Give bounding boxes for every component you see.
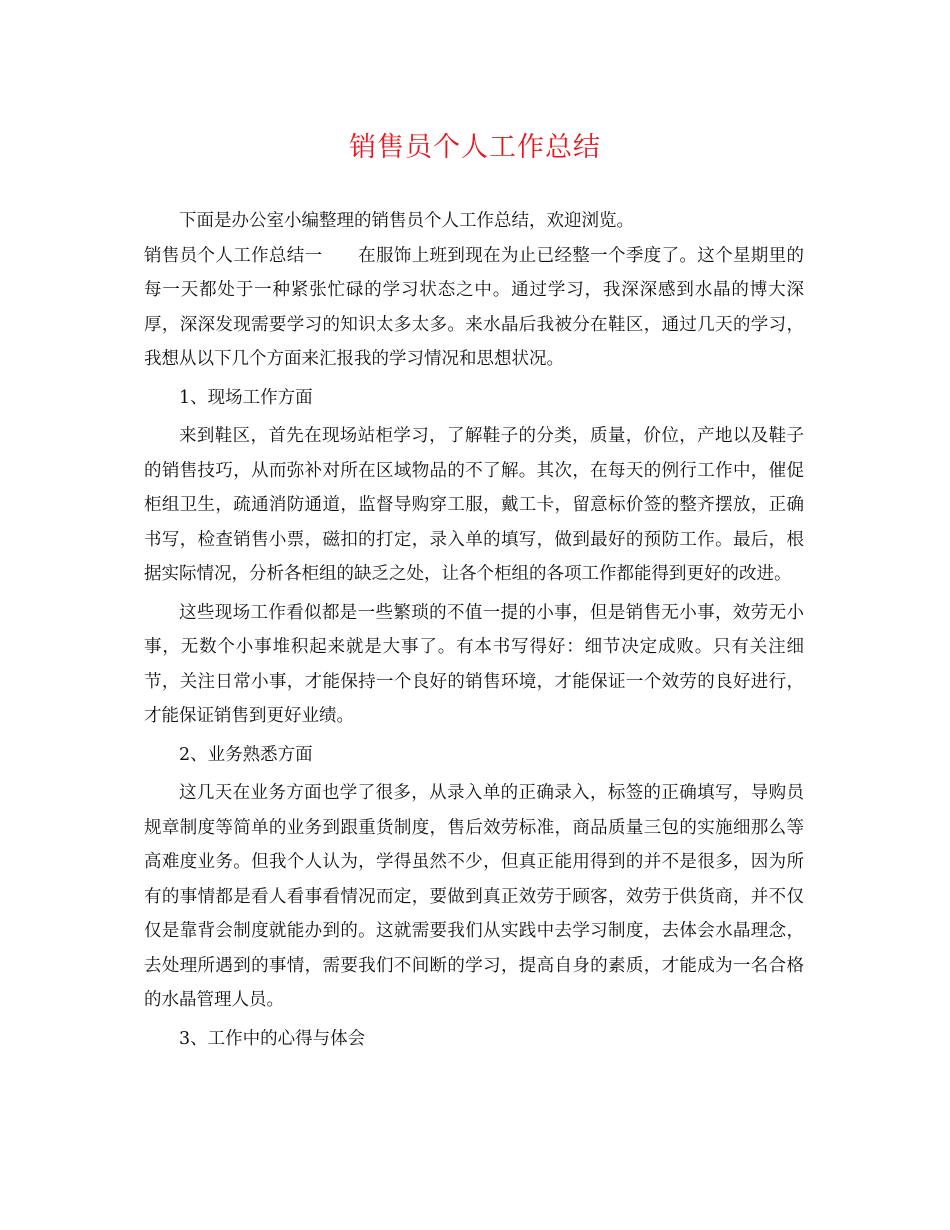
- summary-one-paragraph: 销售员个人工作总结一 在服饰上班到现在为止已经整一个季度了。这个星期里的每一天都处于一种紧张忙碌的学习状态之中。通过学习，我深深感到水晶的博大深厚，深深发现需要学习的知识太多太多。来水晶后我被分在鞋区，通过几天的学习，我想从以下几个方面来汇报我的学习情况和思想状况。: [144, 245, 804, 369]
- intro-paragraph: 下面是办公室小编整理的销售员个人工作总结，欢迎浏览。: [179, 211, 634, 231]
- document-body: [144, 204, 804, 1056]
- onsite-work-paragraph: 来到鞋区，首先在现场站柜学习，了解鞋子的分类，质量，价位，产地以及鞋子的销售技巧，从而弥补对所在区域物品的不了解。其次，在每天的例行工作中，催促柜组卫生，疏通消防通道，监督导购穿工服，戴工卡，留意标价签的整齐摆放，正确书写，检查销售小票，磁扣的打定，录入单的填写，做到最好的预防工作。最后，根据实际情况，分析各柜组的缺乏之处，让各个柜组的各项工作都能得到更好的改进。: [144, 426, 804, 584]
- section-heading-3: 3、工作中的心得与体会: [179, 1028, 366, 1049]
- business-paragraph: 这几天在业务方面也学了很多，从录入单的正确录入，标签的正确填写，导购员规章制度等简单的业务到跟重货制度，售后效劳标准，商品质量三包的实施细那么等高难度业务。但我个人认为，学得虽然不少，但真正能用得到的并不是很多，因为所有的事情都是看人看事看情况而定，要做到真正效劳于顾客，效劳于供货商，并不仅仅是靠背会制度就能办到的。这就需要我们从实践中去学习制度，去体会水晶理念，去处理所遇到的事情，需要我们不间断的学习，提高自身的素质，才能成为一名合格的水晶管理人员。: [144, 783, 804, 1010]
- section-heading-2: 2、业务熟悉方面: [179, 744, 313, 765]
- document-title: 销售员个人工作总结: [349, 132, 601, 163]
- details-paragraph: 这些现场工作看似都是一些繁琐的不值一提的小事，但是销售无小事，效劳无小事，无数个小事堆积起来就是大事了。有本书写得好：细节决定成败。只有关注细节，关注日常小事，才能保持一个良好的销售环境，才能保证一个效劳的良好进行，才能保证销售到更好业绩。: [144, 602, 804, 726]
- section-heading-1: 1、现场工作方面: [179, 387, 313, 408]
